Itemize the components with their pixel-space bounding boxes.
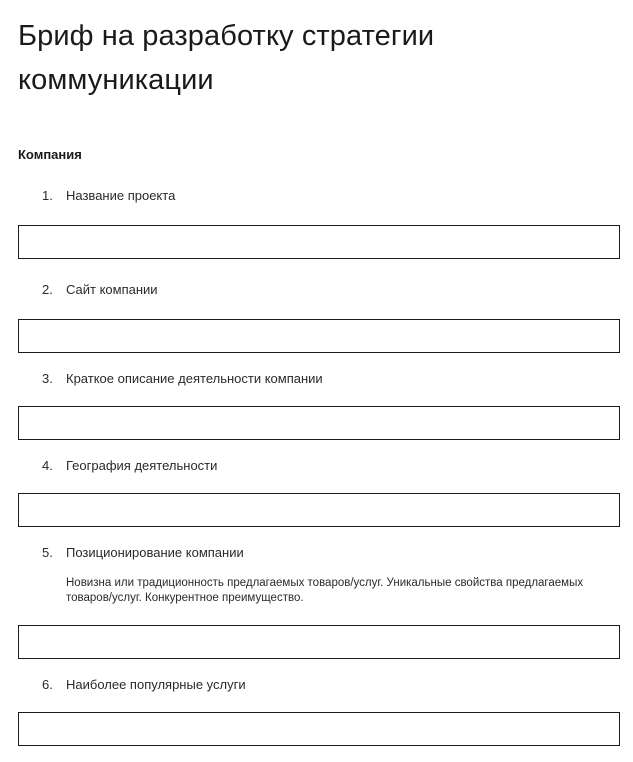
question-1-number: 1. [42, 188, 53, 203]
question-5-number: 5. [42, 545, 53, 560]
question-3-label: Краткое описание деятельности компании [66, 371, 323, 386]
question-4-label: География деятельности [66, 458, 218, 473]
positioning-input[interactable] [18, 625, 620, 659]
question-5-label: Позиционирование компании [66, 545, 244, 560]
project-name-input[interactable] [18, 225, 620, 259]
company-website-input[interactable] [18, 319, 620, 353]
section-title-company: Компания [18, 147, 82, 162]
question-2-label: Сайт компании [66, 282, 158, 297]
popular-services-input[interactable] [18, 712, 620, 746]
company-description-input[interactable] [18, 406, 620, 440]
question-5-hint: Новизна или традиционность предлагаемых товаров/услуг. Уникальные свойства предлагаемых товаров/услуг. Конкурентное преимущество. [66, 577, 584, 604]
page-title: Бриф на разработку стратегии коммуникации [18, 20, 435, 96]
question-6-number: 6. [42, 677, 53, 692]
geography-input[interactable] [18, 493, 620, 527]
question-3-number: 3. [42, 371, 53, 386]
question-6-label: Наиболее популярные услуги [66, 677, 246, 692]
question-2-number: 2. [42, 282, 53, 297]
question-4-number: 4. [42, 458, 53, 473]
question-1-label: Название проекта [66, 188, 176, 203]
